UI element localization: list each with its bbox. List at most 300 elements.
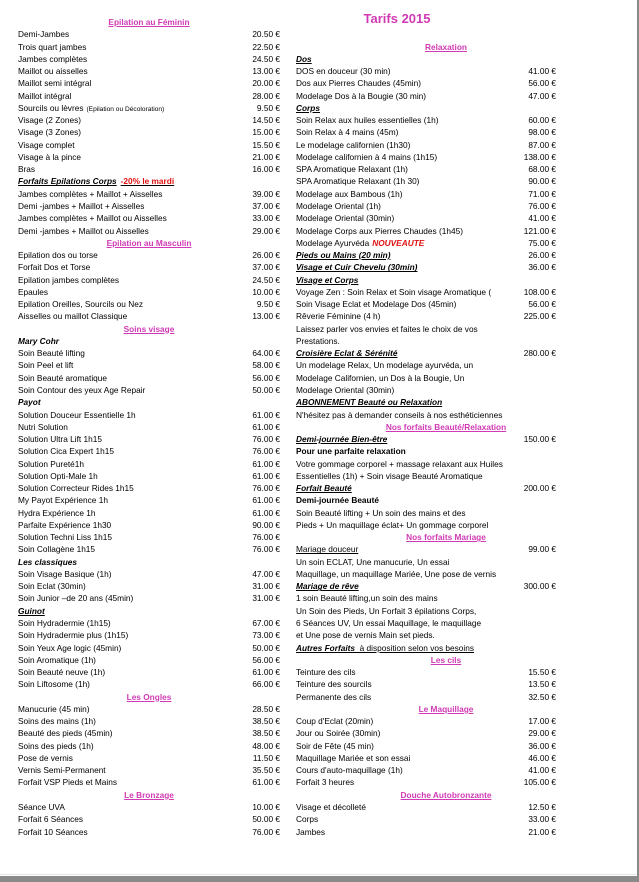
service-name-group (18, 654, 96, 666)
service-name: Maillot intégral (18, 90, 72, 101)
section-heading-label: Nos forfaits Beauté/Relaxation (385, 421, 507, 432)
service-price: 280.00 € (523, 348, 556, 359)
service-name-group (18, 727, 113, 739)
service-name-group (18, 826, 88, 838)
service-name: Soin Relax à 4 mains (45m) (296, 127, 399, 138)
price-row (296, 359, 556, 371)
service-name: Coup d'Eclat (20min) (296, 716, 374, 727)
price-row (296, 212, 556, 224)
service-name: Rêverie Féminine (4 h) (296, 311, 381, 322)
service-name-group (18, 298, 143, 310)
subsection-heading (18, 396, 280, 408)
service-name: Modelage aux Bambous (1h) (296, 188, 403, 199)
service-name: Corps (296, 814, 319, 825)
price-row (18, 261, 280, 273)
price-row (18, 617, 280, 629)
section-heading (18, 16, 280, 28)
service-price: 11.50 € (252, 752, 280, 763)
service-name: Un Soin des Pieds, Un Forfait 3 épilations Corps, (296, 605, 477, 616)
price-row (296, 409, 556, 421)
service-price: 26.00 € (252, 250, 280, 261)
service-price: 10.00 € (252, 286, 280, 297)
service-name-group (296, 826, 325, 838)
service-name-group (296, 470, 483, 482)
section-heading (18, 789, 280, 801)
service-name: Soin Peel et lift (18, 360, 74, 371)
service-name-group (296, 482, 352, 494)
service-name: Visage et décolleté (296, 802, 366, 812)
service-price: 300.00 € (523, 581, 556, 592)
price-row (296, 752, 556, 764)
price-row (18, 65, 280, 77)
service-name: 6 Séances UV, Un essai Maquillage, le maquillage (296, 618, 482, 629)
service-name-group (296, 114, 439, 126)
service-price: 21.00 € (252, 151, 280, 162)
section-heading (296, 654, 556, 666)
service-price: 225.00 € (523, 311, 556, 322)
service-price: 24.50 € (252, 53, 280, 64)
service-name-group (18, 580, 86, 592)
service-name: Cours d'auto-maquillage (1h) (296, 765, 403, 776)
price-row (296, 286, 556, 298)
price-row (18, 225, 280, 237)
price-row (296, 715, 556, 727)
subsection-label: Visage et Corps (296, 274, 359, 285)
price-row (296, 801, 556, 813)
service-price: 48.00 € (252, 740, 280, 751)
service-name: Solution Pureté1h (18, 458, 84, 469)
service-name: Soir de Fête (45 min) (296, 740, 374, 751)
price-row (296, 543, 556, 555)
service-price: 99.00 € (528, 544, 556, 555)
price-row (18, 359, 280, 371)
price-row (18, 801, 280, 813)
service-price: 56.00 € (528, 299, 556, 310)
service-name-group (18, 274, 119, 286)
service-name-group (296, 691, 371, 703)
price-row (296, 592, 556, 604)
service-price: 46.00 € (528, 752, 556, 763)
service-name-group (18, 458, 84, 470)
subsection-label: Mary Cohr (18, 335, 60, 346)
service-name: Soin Beauté lifting (18, 348, 85, 359)
price-row (18, 372, 280, 384)
price-row (18, 703, 280, 715)
service-name-group (18, 421, 68, 433)
service-price: 76.00 € (252, 532, 280, 543)
service-name-group (18, 126, 81, 138)
service-name-group (296, 617, 481, 629)
service-note: (Epilation ou Décoloration) (86, 105, 165, 113)
service-name: Bras (18, 164, 36, 175)
service-name: Visage complet (18, 139, 75, 150)
price-row (18, 740, 280, 752)
price-row (296, 310, 556, 322)
service-name-group (296, 175, 419, 187)
service-name: Solution Cica Expert 1h15 (18, 446, 114, 457)
price-row (18, 126, 280, 138)
service-price: 75.00 € (528, 237, 556, 248)
service-name-group (296, 310, 380, 322)
service-name-group (18, 568, 111, 580)
service-name: Modelage Corps aux Pierres Chaudes (1h45) (296, 225, 463, 236)
service-price: 76.00 € (528, 200, 556, 211)
price-row (296, 568, 556, 580)
service-name: Forfait VSP Pieds et Mains (18, 777, 117, 788)
service-name: Epilation Oreilles, Sourcils ou Nez (18, 299, 143, 310)
service-price: 15.50 € (252, 139, 280, 150)
service-name: Votre gommage corporel + massage relaxant aux Huiles (296, 458, 503, 469)
service-name: Modelage Oriental (30min) (296, 213, 395, 224)
service-name-group (18, 225, 149, 237)
price-row (296, 175, 556, 187)
service-name: Soins des mains (1h) (18, 716, 96, 727)
price-row (18, 310, 280, 322)
service-name: Soin Hydradermie plus (1h15) (18, 630, 129, 641)
subsection-heading (18, 605, 280, 617)
subsection-heading (296, 102, 556, 114)
service-name: Jambes complètes (18, 53, 88, 64)
price-row (18, 507, 280, 519)
subsection-heading (18, 175, 280, 187)
service-name: Jambes complètes + Maillot + Aisselles (18, 188, 163, 199)
price-row (296, 642, 556, 654)
service-price: 50.00 € (252, 642, 280, 653)
page-title: Tarifs 2015 (363, 11, 431, 26)
service-name-group (18, 249, 98, 261)
section-heading-label: Nos forfaits Mariage (406, 532, 486, 543)
subsection-label-group (18, 335, 59, 347)
service-name-group (296, 764, 403, 776)
service-name-group (18, 310, 127, 322)
price-row (18, 151, 280, 163)
service-price: 73.00 € (252, 630, 280, 641)
service-name-group (296, 592, 438, 604)
price-row (18, 188, 280, 200)
service-name-group (296, 740, 374, 752)
service-name-group (296, 212, 394, 224)
service-name-group (18, 28, 69, 40)
service-name: Modelage Californien, un Dos à la Bougie, Un (296, 372, 465, 383)
service-name-group (296, 433, 387, 445)
service-name-group (18, 384, 145, 396)
service-name: Solution Correcteur Rides 1h15 (18, 483, 134, 494)
service-name: Jambes (296, 826, 326, 837)
service-name-group (296, 507, 466, 519)
service-price: 61.00 € (252, 421, 280, 432)
section-heading (18, 323, 280, 335)
price-row (296, 384, 556, 396)
service-name: Soin Aromatique (1h) (18, 654, 96, 665)
blank-line (296, 28, 556, 40)
service-price: 36.00 € (528, 740, 556, 751)
right-column (296, 16, 556, 838)
section-heading-label: Les cils (430, 654, 462, 665)
service-price: 61.00 € (252, 495, 280, 506)
service-name-group (296, 568, 496, 580)
service-price: 105.00 € (523, 777, 556, 788)
service-name: Forfait Dos et Torse (18, 262, 91, 273)
price-row (296, 163, 556, 175)
service-name-group (296, 200, 381, 212)
price-row (296, 90, 556, 102)
service-name-group (296, 372, 464, 384)
price-row (18, 409, 280, 421)
service-name: Pour une parfaite relaxation (296, 446, 406, 457)
subsection-heading (296, 53, 556, 65)
service-name-group (18, 163, 35, 175)
price-row (18, 53, 280, 65)
price-row (18, 482, 280, 494)
service-name-group (296, 359, 473, 371)
service-name: Solution Opti-Male 1h (18, 470, 98, 481)
service-name-group (18, 200, 144, 212)
service-name-group (296, 629, 435, 641)
price-row (18, 519, 280, 531)
service-price: 61.00 € (252, 409, 280, 420)
subsection-label: Guinot (18, 605, 45, 616)
price-row (18, 90, 280, 102)
subsection-label: Les classiques (18, 556, 78, 567)
price-row (18, 347, 280, 359)
service-price: 22.50 € (252, 41, 280, 52)
service-name: Maillot ou aisselles (18, 66, 88, 77)
service-price: 33.00 € (528, 814, 556, 825)
section-heading (296, 41, 556, 53)
service-name: et Une pose de vernis Main set pieds. (296, 630, 435, 641)
service-name: Epilation dos ou torse (18, 250, 98, 261)
service-price: 10.00 € (252, 802, 280, 812)
service-price: 50.00 € (252, 384, 280, 395)
service-name-group (296, 445, 406, 457)
service-name: Soin Liftosome (1h) (18, 679, 90, 690)
service-name-group (18, 53, 87, 65)
price-row (296, 372, 556, 384)
service-name-group (18, 740, 94, 752)
service-name: Permanente des cils (296, 691, 372, 702)
service-name: My Payot Expérience 1h (18, 495, 108, 506)
service-price: 13.50 € (528, 679, 556, 690)
price-row (18, 580, 280, 592)
service-price: 47.00 € (528, 90, 556, 101)
price-row (296, 433, 556, 445)
service-price: 64.00 € (252, 348, 280, 359)
service-name-group (18, 188, 162, 200)
service-name: Demi -jambes + Maillot ou Aisselles (18, 225, 149, 236)
service-price: 16.00 € (252, 164, 280, 175)
price-row (296, 126, 556, 138)
service-name: Croisière Eclat & Sérénité (296, 348, 398, 359)
price-row (296, 335, 556, 347)
price-row (18, 384, 280, 396)
service-name: Visage (3 Zones) (18, 127, 82, 138)
service-name-group (18, 433, 102, 445)
service-name-group (296, 347, 397, 359)
page-frame-bottom-inner (0, 874, 637, 875)
service-name-group (18, 114, 81, 126)
left-column (18, 16, 280, 838)
service-price: 37.00 € (252, 262, 280, 273)
price-row (18, 274, 280, 286)
service-name-group (18, 519, 111, 531)
service-price: 28.50 € (252, 703, 280, 714)
service-name: Epaules (18, 286, 48, 297)
service-name: Modelage Ayurvéda (296, 237, 370, 248)
price-row (296, 65, 556, 77)
service-name-group (18, 494, 108, 506)
price-row (296, 458, 556, 470)
service-name: Soin Visage Basique (1h) (18, 568, 112, 579)
price-row (18, 531, 280, 543)
price-row (296, 727, 556, 739)
service-price: 71.00 € (528, 188, 556, 199)
service-name-group (18, 286, 48, 298)
price-row (18, 592, 280, 604)
service-name-group (296, 666, 356, 678)
section-heading (296, 703, 556, 715)
subsection-label-group (18, 396, 41, 408)
service-name-group (18, 445, 114, 457)
service-price: 76.00 € (252, 483, 280, 494)
service-price: 90.00 € (528, 176, 556, 187)
service-price: 56.00 € (252, 654, 280, 665)
service-price: 121.00 € (523, 225, 556, 236)
price-row (18, 298, 280, 310)
section-heading-label: Douche Autobronzante (400, 789, 492, 800)
service-price: 14.50 € (252, 115, 280, 126)
service-name-group (296, 556, 449, 568)
service-price: 33.00 € (252, 213, 280, 224)
service-price: 32.50 € (528, 691, 556, 702)
service-price: 76.00 € (252, 544, 280, 555)
service-price: 76.00 € (252, 826, 280, 837)
service-price: 98.00 € (528, 127, 556, 138)
section-heading (296, 421, 556, 433)
service-name-group (296, 813, 318, 825)
section-heading-label: Epilation au Masculin (106, 237, 192, 248)
service-price: 31.00 € (252, 581, 280, 592)
price-row (296, 151, 556, 163)
service-name-group (18, 752, 73, 764)
subsection-label: Corps (296, 102, 320, 113)
service-name-group (18, 629, 128, 641)
service-price: 26.00 € (528, 250, 556, 261)
service-name: Pieds + Un maquillage éclat+ Un gommage corporel (296, 519, 489, 530)
service-name: Maquillage Mariée et son essai (296, 752, 411, 763)
service-price: 9.50 € (256, 102, 280, 113)
price-row (296, 77, 556, 89)
service-name-group (18, 678, 90, 690)
price-row (18, 139, 280, 151)
service-name: Forfait 10 Séances (18, 826, 88, 837)
service-name-group (18, 507, 95, 519)
service-name-group (296, 249, 391, 261)
service-price: 41.00 € (528, 765, 556, 776)
price-row (296, 605, 556, 617)
price-row (18, 41, 280, 53)
service-name-group (296, 163, 408, 175)
service-price: 61.00 € (252, 507, 280, 518)
service-name-group (18, 715, 96, 727)
service-name: Demi-Jambes (18, 29, 70, 40)
price-row (18, 114, 280, 126)
price-row (18, 654, 280, 666)
subsection-heading (296, 274, 556, 286)
price-row (296, 114, 556, 126)
price-row (296, 470, 556, 482)
service-name-group (296, 409, 502, 421)
service-name: Modelage Oriental (30min) (296, 384, 395, 395)
service-price: 13.00 € (252, 66, 280, 77)
service-name-group (18, 347, 85, 359)
service-price: 61.00 € (252, 777, 280, 788)
section-heading-label: Les Ongles (126, 691, 172, 702)
service-name-group (296, 225, 463, 237)
service-price: 108.00 € (523, 286, 556, 297)
service-name-group (18, 41, 86, 53)
service-name: Soin Collagène 1h15 (18, 544, 96, 555)
service-price: 15.00 € (252, 127, 280, 138)
service-name: Visage et Cuir Chevelu (30min) (296, 262, 418, 273)
service-name: Soin Visage Eclat et Modelage Dos (45min) (296, 299, 457, 310)
service-name-group (296, 151, 437, 163)
service-name: Un soin ECLAT, Une manucurie, Un essai (296, 556, 450, 567)
subsection-label: Dos (296, 53, 312, 64)
service-name-group (18, 642, 121, 654)
service-price: 17.00 € (528, 716, 556, 727)
service-price: 60.00 € (528, 115, 556, 126)
service-name-group (296, 323, 478, 335)
service-name-group (296, 126, 398, 138)
service-name-group (296, 261, 417, 273)
service-name: Solution Techni Liss 1h15 (18, 532, 112, 543)
service-name-group (296, 776, 354, 788)
service-price: 76.00 € (252, 446, 280, 457)
service-name-group (18, 703, 89, 715)
service-name: Epilation jambes complètes (18, 274, 119, 285)
service-price: 47.00 € (252, 568, 280, 579)
subsection-label: Forfaits Epilations Corps (18, 176, 117, 187)
price-row (18, 543, 280, 555)
service-name: Demi-journée Bien-être (296, 434, 388, 445)
service-name-group (18, 139, 75, 151)
price-row (18, 77, 280, 89)
service-price: 35.50 € (252, 765, 280, 776)
service-name-group (18, 764, 106, 776)
service-price: 31.00 € (252, 593, 280, 604)
service-price: 67.00 € (252, 618, 280, 629)
service-name-group (18, 65, 88, 77)
service-price: 28.00 € (252, 90, 280, 101)
service-name: 1 soin Beauté lifting,un soin des mains (296, 593, 438, 604)
service-name-group (296, 752, 410, 764)
price-row (296, 445, 556, 457)
service-name: Parfaite Expérience 1h30 (18, 519, 112, 530)
service-name: Mariage de rêve (296, 581, 359, 592)
service-name: Sourcils ou lèvres (18, 102, 84, 113)
service-name-group (296, 801, 366, 813)
service-name-group (296, 580, 359, 592)
service-name-group (18, 151, 81, 163)
service-name: Pieds ou Mains (20 min) (296, 250, 391, 261)
service-name-group (296, 298, 456, 310)
service-name-group (18, 90, 72, 102)
service-name: Solution Douceur Essentielle 1h (18, 409, 136, 420)
service-price: 50.00 € (252, 814, 280, 825)
service-price: 58.00 € (252, 360, 280, 371)
service-name: Soin Yeux Age logic (45min) (18, 642, 122, 653)
service-name-group (18, 409, 136, 421)
